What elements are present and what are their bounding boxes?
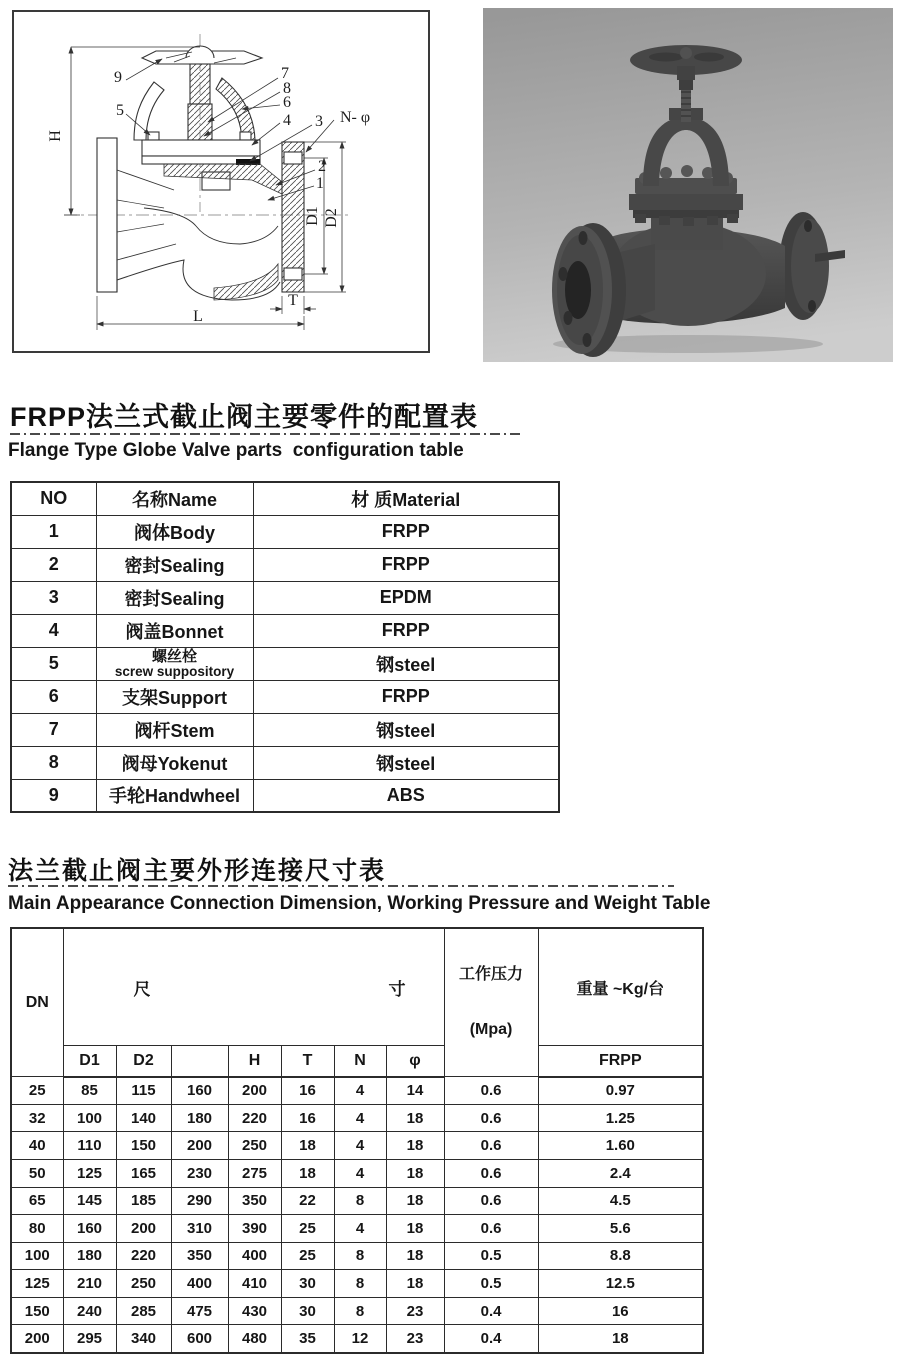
part-material-cell: FRPP xyxy=(253,515,559,548)
table-row xyxy=(11,1242,703,1270)
dimension-cell: 230 xyxy=(171,1159,228,1187)
title-divider xyxy=(10,433,522,435)
dimension-cell: 30 xyxy=(281,1270,334,1298)
dimension-cell: 18 xyxy=(386,1132,444,1160)
dim-label-d1: D1 xyxy=(304,206,321,226)
dimension-cell: 180 xyxy=(63,1242,116,1270)
part-name-cell: 阀母Yokenut xyxy=(96,746,253,779)
part-name-cell: 螺丝栓 screw suppository xyxy=(96,647,253,680)
dimension-cell: 110 xyxy=(63,1132,116,1160)
valve-photo xyxy=(483,8,893,362)
dimension-cell: 390 xyxy=(228,1215,281,1243)
dimension-cell: 22 xyxy=(281,1187,334,1215)
dimension-cell: 8.8 xyxy=(538,1242,703,1270)
dimension-cell: 16 xyxy=(281,1077,334,1105)
col-header-name: 名称Name xyxy=(96,482,253,515)
dn-cell: 80 xyxy=(11,1215,63,1243)
dimension-cell: 410 xyxy=(228,1270,281,1298)
dn-cell: 32 xyxy=(11,1104,63,1132)
dimension-cell: 295 xyxy=(63,1325,116,1353)
dimension-cell: 430 xyxy=(228,1297,281,1325)
dimension-cell: 8 xyxy=(334,1297,386,1325)
part-material-cell: FRPP xyxy=(253,680,559,713)
dimension-cell: 0.4 xyxy=(444,1325,538,1353)
part-material-cell: FRPP xyxy=(253,548,559,581)
part-name-cell: 阀盖Bonnet xyxy=(96,614,253,647)
part-no-cell: 8 xyxy=(11,746,96,779)
dimension-cell: 18 xyxy=(281,1132,334,1160)
size-char-1: 尺 xyxy=(133,979,151,999)
dimension-cell: 0.6 xyxy=(444,1104,538,1132)
dn-cell: 25 xyxy=(11,1077,63,1105)
part-no-cell: 7 xyxy=(11,713,96,746)
table-row xyxy=(11,515,559,548)
dimension-cell: 16 xyxy=(281,1104,334,1132)
parts-table xyxy=(10,481,560,813)
dimension-cell: 25 xyxy=(281,1242,334,1270)
part-label-7: 7 xyxy=(281,65,289,82)
col-header-no: NO xyxy=(11,482,96,515)
part-label-8: 8 xyxy=(283,80,291,97)
part-material-cell: FRPP xyxy=(253,614,559,647)
part-no-cell: 9 xyxy=(11,779,96,812)
part-label-1: 1 xyxy=(316,175,324,192)
parts-header-row xyxy=(11,482,559,515)
part-label-4: 4 xyxy=(283,112,291,129)
table-row xyxy=(11,779,559,812)
dimension-cell: 18 xyxy=(386,1242,444,1270)
dimension-cell: 400 xyxy=(171,1270,228,1298)
part-no-cell: 6 xyxy=(11,680,96,713)
dn-cell: 150 xyxy=(11,1297,63,1325)
dimension-cell: 340 xyxy=(116,1325,171,1353)
table-row xyxy=(11,1104,703,1132)
part-name-cell: 密封Sealing xyxy=(96,581,253,614)
dimension-cell: 18 xyxy=(386,1187,444,1215)
dimension-cell: 35 xyxy=(281,1325,334,1353)
dimension-header-row xyxy=(11,928,703,1046)
table-row xyxy=(11,614,559,647)
col-header-blank xyxy=(171,1046,228,1077)
dimension-cell: 30 xyxy=(281,1297,334,1325)
dimension-cell: 220 xyxy=(228,1104,281,1132)
dim-label-d2: D2 xyxy=(323,208,340,228)
part-name-cell: 阀体Body xyxy=(96,515,253,548)
dimension-cell: 125 xyxy=(63,1159,116,1187)
dimension-section-title-cn: 法兰截止阀主要外形连接尺寸表 xyxy=(8,857,387,885)
table-row xyxy=(11,647,559,680)
dimension-cell: 165 xyxy=(116,1159,171,1187)
dimension-cell: 23 xyxy=(386,1325,444,1353)
table-row xyxy=(11,1215,703,1243)
part-no-cell: 4 xyxy=(11,614,96,647)
dn-cell: 125 xyxy=(11,1270,63,1298)
dimension-cell: 25 xyxy=(281,1215,334,1243)
dimension-cell: 0.97 xyxy=(538,1077,703,1105)
dimension-cell: 8 xyxy=(334,1270,386,1298)
col-header-d2: D2 xyxy=(116,1046,171,1077)
col-header-material: 材 质Material xyxy=(253,482,559,515)
dimension-cell: 285 xyxy=(116,1297,171,1325)
table-row xyxy=(11,746,559,779)
parts-section-title-cn: FRPP法兰式截止阀主要零件的配置表 xyxy=(10,402,479,432)
dimension-cell: 0.6 xyxy=(444,1215,538,1243)
dimension-cell: 4 xyxy=(334,1077,386,1105)
dimension-table-body xyxy=(11,1077,703,1353)
dimension-cell: 480 xyxy=(228,1325,281,1353)
dimension-cell: 275 xyxy=(228,1159,281,1187)
dimension-cell: 220 xyxy=(116,1242,171,1270)
dimension-cell: 145 xyxy=(63,1187,116,1215)
dimension-cell: 140 xyxy=(116,1104,171,1132)
dimension-cell: 18 xyxy=(386,1104,444,1132)
dimension-cell: 18 xyxy=(386,1270,444,1298)
dimension-cell: 350 xyxy=(171,1242,228,1270)
part-material-cell: ABS xyxy=(253,779,559,812)
parts-section-title-en: Flange Type Globe Valve parts configuration table xyxy=(8,440,464,461)
part-material-cell: EPDM xyxy=(253,581,559,614)
part-no-cell: 5 xyxy=(11,647,96,680)
dimension-cell: 4 xyxy=(334,1215,386,1243)
dimension-cell: 18 xyxy=(386,1159,444,1187)
dim-label-h: H xyxy=(47,130,64,142)
col-header-phi: φ xyxy=(386,1046,444,1077)
table-row xyxy=(11,1132,703,1160)
dimension-cell: 18 xyxy=(538,1325,703,1353)
dimension-cell: 200 xyxy=(116,1215,171,1243)
dimension-subheader-row xyxy=(11,1046,703,1077)
table-row xyxy=(11,581,559,614)
col-header-weight-frpp: FRPP xyxy=(538,1046,703,1077)
part-name-cell: 手轮Handwheel xyxy=(96,779,253,812)
title-divider xyxy=(8,885,674,887)
dn-cell: 200 xyxy=(11,1325,63,1353)
dimension-cell: 18 xyxy=(281,1159,334,1187)
dimension-cell: 12.5 xyxy=(538,1270,703,1298)
table-row xyxy=(11,713,559,746)
pressure-label: 工作压力 xyxy=(459,965,524,983)
valve-cross-section-drawing xyxy=(14,12,428,351)
dimension-cell: 185 xyxy=(116,1187,171,1215)
dimension-cell: 0.6 xyxy=(444,1132,538,1160)
col-header-t: T xyxy=(281,1046,334,1077)
dimension-section-title-en: Main Appearance Connection Dimension, Working Pressure and Weight Table xyxy=(8,893,711,914)
table-row xyxy=(11,1159,703,1187)
dimension-cell: 2.4 xyxy=(538,1159,703,1187)
dn-cell: 40 xyxy=(11,1132,63,1160)
dimension-cell: 14 xyxy=(386,1077,444,1105)
part-label-9: 9 xyxy=(114,69,122,86)
table-row xyxy=(11,1325,703,1353)
table-row xyxy=(11,1270,703,1298)
part-name-sub: screw suppository xyxy=(114,663,235,679)
dimension-cell: 160 xyxy=(171,1077,228,1105)
pressure-unit: (Mpa) xyxy=(469,1020,513,1038)
dimension-cell: 8 xyxy=(334,1242,386,1270)
table-row xyxy=(11,1187,703,1215)
dimension-cell: 85 xyxy=(63,1077,116,1105)
dimension-cell: 4.5 xyxy=(538,1187,703,1215)
col-header-h: H xyxy=(228,1046,281,1077)
dimension-cell: 0.6 xyxy=(444,1187,538,1215)
col-header-d1: D1 xyxy=(63,1046,116,1077)
parts-table-body xyxy=(11,515,559,812)
dim-label-n-phi: N- φ xyxy=(339,109,371,126)
part-no-cell: 2 xyxy=(11,548,96,581)
dim-label-l: L xyxy=(193,308,203,325)
col-header-pressure xyxy=(444,928,538,1077)
dimension-cell: 400 xyxy=(228,1242,281,1270)
dn-cell: 65 xyxy=(11,1187,63,1215)
dimension-cell: 160 xyxy=(63,1215,116,1243)
dimension-cell: 0.6 xyxy=(444,1077,538,1105)
part-label-5: 5 xyxy=(116,102,124,119)
dimension-cell: 350 xyxy=(228,1187,281,1215)
col-header-weight: 重量 ~Kg/台 xyxy=(538,928,703,1046)
dimension-cell: 0.4 xyxy=(444,1297,538,1325)
dimension-cell: 18 xyxy=(386,1215,444,1243)
dimension-cell: 12 xyxy=(334,1325,386,1353)
col-header-dn: DN xyxy=(11,928,63,1077)
dimension-cell: 600 xyxy=(171,1325,228,1353)
valve-drawing-panel xyxy=(12,10,430,353)
col-header-size-group xyxy=(63,928,444,1046)
dimension-cell: 115 xyxy=(116,1077,171,1105)
dimension-cell: 180 xyxy=(171,1104,228,1132)
dimension-cell: 250 xyxy=(116,1270,171,1298)
dimension-cell: 290 xyxy=(171,1187,228,1215)
dn-cell: 50 xyxy=(11,1159,63,1187)
part-label-3: 3 xyxy=(315,113,323,130)
part-material-cell: 钢steel xyxy=(253,746,559,779)
part-no-cell: 3 xyxy=(11,581,96,614)
part-label-6: 6 xyxy=(283,94,291,111)
dimension-cell: 310 xyxy=(171,1215,228,1243)
dimension-cell: 1.25 xyxy=(538,1104,703,1132)
part-material-cell: 钢steel xyxy=(253,713,559,746)
dimension-cell: 210 xyxy=(63,1270,116,1298)
table-row xyxy=(11,680,559,713)
part-name-cell: 密封Sealing xyxy=(96,548,253,581)
part-name-cell: 支架Support xyxy=(96,680,253,713)
dimension-cell: 8 xyxy=(334,1187,386,1215)
dimension-cell: 4 xyxy=(334,1159,386,1187)
dimension-cell: 150 xyxy=(116,1132,171,1160)
dimension-cell: 4 xyxy=(334,1132,386,1160)
dimension-cell: 0.5 xyxy=(444,1270,538,1298)
part-label-2: 2 xyxy=(318,158,326,175)
dimension-cell: 475 xyxy=(171,1297,228,1325)
dimension-cell: 23 xyxy=(386,1297,444,1325)
dimension-table xyxy=(10,927,704,1354)
dimension-cell: 200 xyxy=(171,1132,228,1160)
dimension-cell: 100 xyxy=(63,1104,116,1132)
dimension-cell: 5.6 xyxy=(538,1215,703,1243)
valve-photo-panel xyxy=(483,8,893,362)
table-row xyxy=(11,1077,703,1105)
dimension-cell: 1.60 xyxy=(538,1132,703,1160)
dimension-cell: 0.6 xyxy=(444,1159,538,1187)
col-header-n: N xyxy=(334,1046,386,1077)
table-row xyxy=(11,1297,703,1325)
part-no-cell: 1 xyxy=(11,515,96,548)
dimension-cell: 240 xyxy=(63,1297,116,1325)
part-name-cell: 阀杆Stem xyxy=(96,713,253,746)
dim-label-t: T xyxy=(288,292,298,309)
size-char-2: 寸 xyxy=(388,979,406,999)
dimension-cell: 4 xyxy=(334,1104,386,1132)
dn-cell: 100 xyxy=(11,1242,63,1270)
table-row xyxy=(11,548,559,581)
dimension-cell: 16 xyxy=(538,1297,703,1325)
dimension-cell: 200 xyxy=(228,1077,281,1105)
part-material-cell: 钢steel xyxy=(253,647,559,680)
dimension-cell: 0.5 xyxy=(444,1242,538,1270)
dimension-cell: 250 xyxy=(228,1132,281,1160)
